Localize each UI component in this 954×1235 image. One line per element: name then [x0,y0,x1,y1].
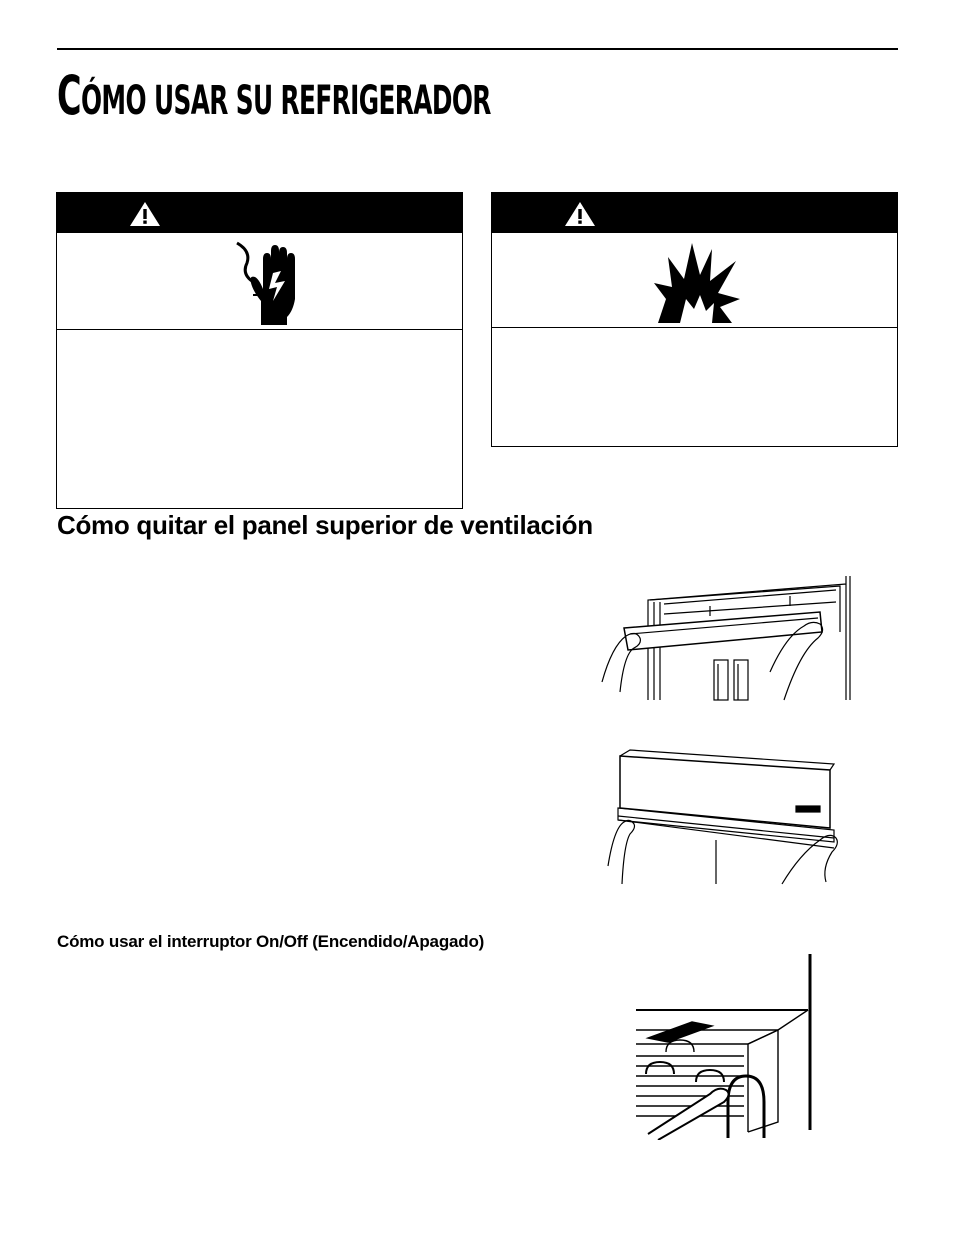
subsection-heading: Cómo usar el interruptor On/Off (Encendido/Apagado) [57,932,485,951]
section-heading: Cómo quitar el panel superior de ventilación [57,510,593,540]
warning-header-bar [492,193,897,233]
title-initial: C [57,64,81,127]
warning-triangle-icon [564,201,596,227]
warning-triangle-icon [129,201,161,227]
electric-shock-warning-box [56,192,463,509]
explosion-icon [652,239,742,325]
warning-pictogram-row [57,233,462,330]
page-title [57,60,491,137]
lift-vent-panel-illustration [600,748,844,888]
top-rule [57,48,898,50]
electric-shock-hand-icon [229,239,309,327]
warning-header-bar [57,193,462,233]
on-off-switch-illustration [632,952,816,1140]
explosion-warning-box [491,192,898,447]
warning-pictogram-row [492,233,897,328]
title-rest: ÓMO USAR SU REFRIGERADOR [80,78,491,124]
remove-vent-panel-illustration [600,572,856,702]
